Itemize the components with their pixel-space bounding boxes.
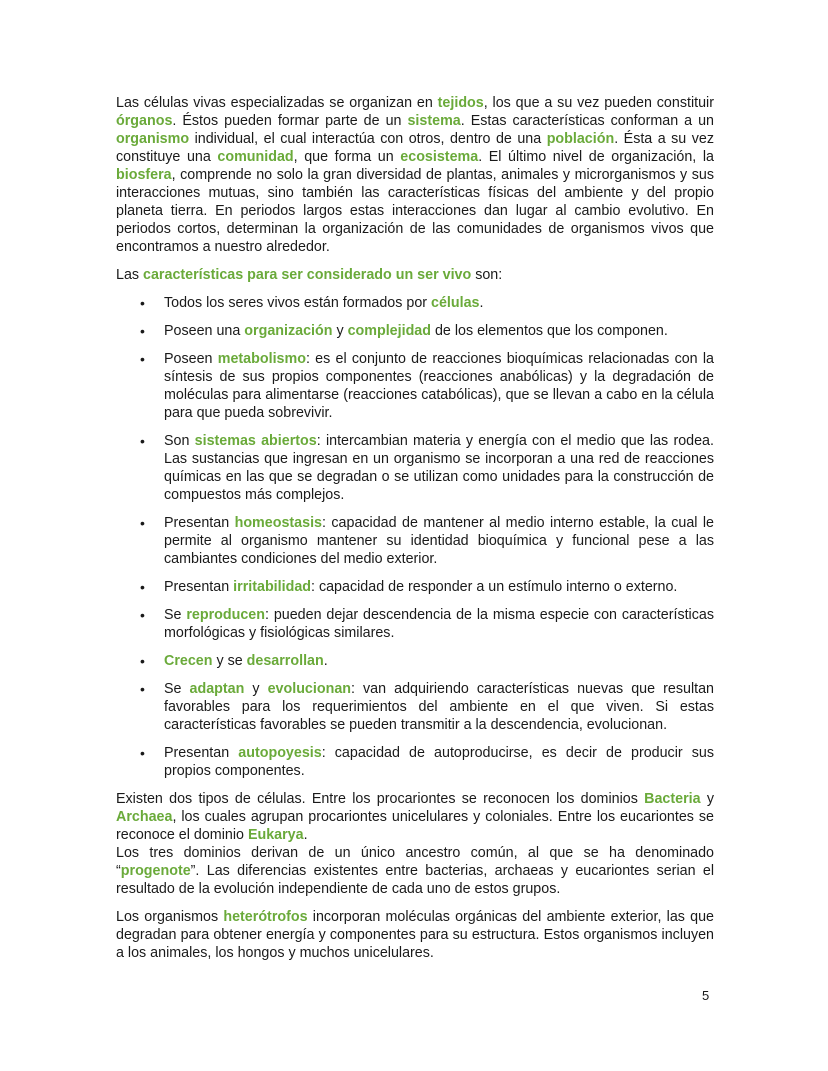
text: , los cuales agrupan procariontes unicelulares y coloniales. Entre los eucariontes se reconoce el dominio — [116, 809, 714, 843]
list-item — [116, 294, 714, 312]
text: : es el conjunto de reacciones bioquímicas relacionadas con la síntesis de sus propios componentes (reacciones anabólicas) y la degradación de moléculas para alimentarse (reacciones catabólicas), que se llevan a cabo en la célula para que pueda sobrevivir. — [164, 351, 715, 421]
keyword-sistema: sistema — [407, 113, 461, 129]
keyword-heterotrofos: heterótrofos — [223, 909, 308, 925]
text: , que forma un — [293, 149, 401, 165]
keyword: reproducen — [186, 607, 265, 623]
keyword: desarrollan — [246, 653, 324, 669]
text: : intercambian materia y energía con el medio que las rodea. Las sustancias que ingresan en un organismo se incorporan a una red de reacciones químicas en las que se degradan o se utilizan como unidades para la construcción de compuestos más complejos. — [164, 433, 714, 503]
text: . El último nivel de organización, la — [478, 149, 714, 165]
keyword-comunidad: comunidad — [217, 149, 294, 165]
document-page — [116, 94, 714, 972]
keyword: Crecen — [164, 653, 213, 669]
keyword-bacteria: Bacteria — [644, 791, 701, 807]
text: Se — [164, 681, 190, 697]
text: y — [244, 681, 268, 697]
paragraph-heterotrophs — [116, 908, 714, 962]
text: : van adquiriendo características nuevas que resultan favorables para los requerimientos del ambiente en el que viven. Si estas características favorables se pueden transmitir a la descendencia, evolucionan. — [164, 681, 714, 733]
paragraph-cell-types — [116, 790, 714, 844]
keyword-progenote: progenote — [120, 863, 191, 879]
paragraph-progenote — [116, 844, 714, 898]
keyword-eukarya: Eukarya — [247, 827, 304, 843]
text: : capacidad de autoproducirse, es decir de producir sus propios componentes. — [164, 745, 714, 779]
text: Presentan — [164, 579, 234, 595]
text: Poseen una — [164, 323, 245, 339]
text: Las — [116, 267, 144, 283]
keyword: autopoyesis — [238, 745, 322, 761]
list-item — [116, 350, 714, 422]
list-item — [116, 744, 714, 780]
text: Presentan — [164, 745, 239, 761]
text: individual, el cual interactúa con otros, dentro de una — [189, 131, 547, 147]
text: incorporan moléculas orgánicas del ambiente exterior, las que degradan para obtener energía y componentes para su estructura. Estos organismos incluyen a los animales, los hongos y muchos unicelulares. — [116, 909, 714, 961]
text: : pueden dejar descendencia de la misma especie con características morfológicas y fisiológicas similares. — [164, 607, 714, 641]
page-number: 5 — [702, 988, 710, 1003]
keyword-archaea: Archaea — [116, 809, 173, 825]
keyword-poblacion: población — [546, 131, 615, 147]
list-item — [116, 680, 714, 734]
paragraph-levels-of-organization — [116, 94, 714, 256]
text: Las células vivas especializadas se organizan en — [116, 95, 438, 111]
text: . Estas características conforman a un — [460, 113, 714, 129]
keyword: metabolismo — [217, 351, 306, 367]
text: y — [700, 791, 714, 807]
keyword: células — [431, 295, 480, 311]
list-item — [116, 578, 714, 596]
text: : capacidad de mantener al medio interno estable, la cual le permite al organismo mantener su identidad bioquímica y funcional pese a las cambiantes condiciones del medio exterior. — [164, 515, 714, 567]
list-item — [116, 322, 714, 340]
list-item — [116, 514, 714, 568]
text: son: — [471, 267, 503, 283]
keyword: complejidad — [347, 323, 431, 339]
text: , los que a su vez pueden constituir — [483, 95, 714, 111]
text: : capacidad de responder a un estímulo interno o externo. — [311, 579, 678, 595]
keyword: organización — [244, 323, 333, 339]
text: Todos los seres vivos están formados por — [164, 295, 431, 311]
text: Existen dos tipos de células. Entre los procariontes se reconocen los dominios — [116, 791, 645, 807]
keyword: homeostasis — [234, 515, 322, 531]
keyword-organismo: organismo — [116, 131, 190, 147]
text: ”. Las diferencias existentes entre bacterias, archaeas y eucariontes serian el resultado de la evolución independiente de cada uno de estos grupos. — [116, 863, 714, 897]
text: Se — [164, 607, 187, 623]
text: . Éstos pueden formar parte de un — [172, 113, 408, 129]
text: , comprende no solo la gran diversidad de plantas, animales y microrganismos y sus interacciones mutuas, sino también las características físicas del ambiente y del propio planeta tierra. En periodos largos estas interacciones dan lugar al cambio evolutivo. En periodos cortos, determinan la organización de las comunidades de organismos vivos que encontramos a nuestro alrededor. — [116, 167, 714, 255]
text: . — [479, 295, 484, 311]
text: Poseen — [164, 351, 218, 367]
characteristics-list — [116, 294, 714, 780]
keyword: irritabilidad — [233, 579, 312, 595]
list-item — [116, 652, 714, 670]
text: Los organismos — [116, 909, 224, 925]
text: . — [323, 653, 328, 669]
list-item — [116, 606, 714, 642]
text: de los elementos que los componen. — [431, 323, 668, 339]
text: Presentan — [164, 515, 235, 531]
text: . — [303, 827, 308, 843]
keyword: sistemas abiertos — [194, 433, 317, 449]
keyword-biosfera: biosfera — [116, 167, 172, 183]
paragraph-characteristics-intro — [116, 266, 714, 284]
keyword-caracteristicas: características para ser considerado un ser vivo — [143, 267, 472, 283]
text: Son — [164, 433, 195, 449]
text: Los tres dominios derivan de un único ancestro común, al que se ha denominado “ — [116, 845, 714, 879]
keyword-tejidos: tejidos — [437, 95, 484, 111]
text: y — [332, 323, 348, 339]
text: . Ésta a su vez constituye una — [116, 131, 714, 165]
keyword-organos: órganos — [116, 113, 173, 129]
keyword-ecosistema: ecosistema — [400, 149, 479, 165]
keyword: adaptan — [189, 681, 245, 697]
text: y se — [212, 653, 247, 669]
list-item — [116, 432, 714, 504]
keyword: evolucionan — [267, 681, 352, 697]
